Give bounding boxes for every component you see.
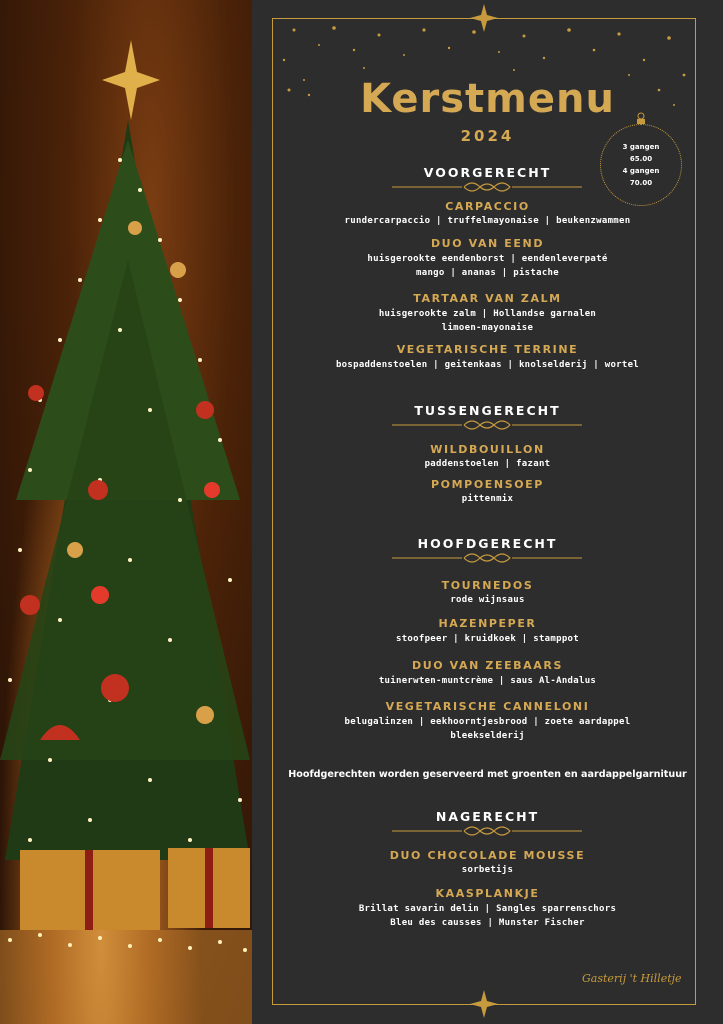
flourish-divider-icon [392,418,582,432]
dish-description: stoofpeer | kruidkoek | stamppot [396,634,579,644]
dish-name: POMPOENSOEP [431,478,544,491]
section-heading-hoofdgerecht: HOOFDGERECHT [417,536,558,551]
restaurant-signature: Gasterij 't Hilletje [582,972,682,985]
diamond-star-icon [470,990,498,1018]
dish-description: tuinerwten-muntcrème | saus Al-Andalus [378,676,597,686]
dish-name: VEGETARISCHE TERRINE [396,343,579,356]
price-label-4: 4 gangen [622,167,660,175]
flourish-divider-icon [392,551,582,565]
flourish-divider-icon [392,180,582,194]
section-heading-voorgerecht: VOORGERECHT [423,165,552,180]
flourish-divider-icon [392,824,582,838]
dish-description: pittenmix [461,494,514,504]
section-heading-nagerecht: NAGERECHT [435,809,540,824]
dish-name: DUO VAN EEND [430,237,545,250]
price-value-3: 65.00 [629,155,653,163]
price-value-4: 70.00 [629,179,653,187]
dish-name: DUO CHOCOLADE MOUSSE [389,849,586,862]
dish-name: WILDBOUILLON [430,443,545,456]
dish-description: bospaddenstoelen | geitenkaas | knolselderij | wortel [335,360,640,370]
dish-description: Brillat savarin delin | Sangles sparrenschors [358,904,617,914]
dish-description: huisgerookte eendenborst | eendenleverpaté [367,254,608,264]
price-label-3: 3 gangen [622,143,660,151]
dish-description: sorbetijs [461,865,514,875]
dish-description: rundercarpaccio | truffelmayonaise | beukenzwammen [344,216,631,226]
dish-name: TOURNEDOS [441,579,534,592]
dish-name: KAASPLANKJE [435,887,540,900]
dish-name: HAZENPEPER [438,617,537,630]
main-course-note: Hoofdgerechten worden geserveerd met groenten en aardappelgarnituur [288,769,687,780]
christmas-tree-photo [0,0,252,1024]
dish-name: TARTAAR VAN ZALM [413,292,562,305]
dish-name: DUO VAN ZEEBAARS [412,659,563,672]
section-heading-tussengerecht: TUSSENGERECHT [414,403,561,418]
menu-title: Kerstmenu [360,76,615,122]
dish-description: Bleu des causses | Munster Fischer [390,918,585,928]
dish-description: belugalinzen | eekhoorntjesbrood | zoete aardappel [344,717,631,727]
diamond-star-icon [470,4,498,32]
dish-name: VEGETARISCHE CANNELONI [385,700,590,713]
dish-description: bleekselderij [450,731,525,741]
dish-description: mango | ananas | pistache [416,268,559,278]
dish-description: limoen-mayonaise [441,323,534,333]
dish-description: rode wijnsaus [450,595,525,605]
dish-description: paddenstoelen | fazant [424,459,551,469]
dish-name: CARPACCIO [445,200,530,213]
christmas-tree-illustration [0,0,252,1024]
dish-description: huisgerookte zalm | Hollandse garnalen [378,309,597,319]
bauble-ornament-icon [634,112,648,124]
menu-panel [252,0,723,1024]
menu-year: 2024 [460,127,515,145]
